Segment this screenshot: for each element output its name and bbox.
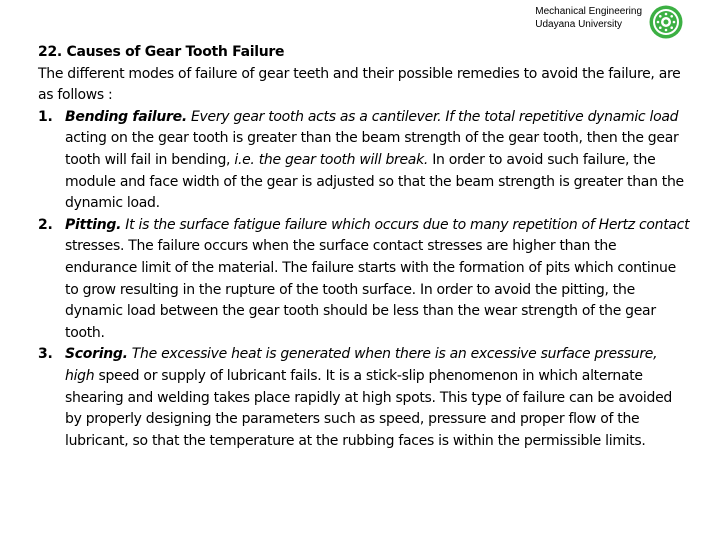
list-item	[38, 107, 690, 215]
list-item-term: Pitting.	[65, 216, 122, 233]
page-header	[535, 5, 642, 31]
section-title-text: Causes of Gear Tooth Failure	[66, 44, 285, 60]
list-item-number: 3.	[38, 346, 53, 363]
header-university: Udayana University	[535, 19, 622, 30]
document-body	[38, 42, 690, 452]
list-item-text: acting on the gear tooth is greater than the beam strength of the gear tooth, then the gear tooth will fail in bending,	[65, 130, 679, 168]
list-item	[38, 344, 690, 452]
list-item-term: Scoring.	[65, 346, 128, 363]
udayana-university-logo-icon	[649, 5, 683, 39]
intro-paragraph: The different modes of failure of gear teeth and their possible remedies to avoid the failure, are as follows :	[38, 65, 681, 104]
list-item-number: 2.	[38, 216, 53, 233]
section-title	[38, 42, 690, 64]
section-number: 22.	[38, 44, 62, 60]
list-item-text: i.e. the gear tooth will break.	[234, 151, 429, 168]
header-department: Mechanical Engineering	[535, 6, 642, 17]
list-item-text: stresses. The failure occurs when the surface contact stresses are higher than the endurance limit of the material. The failure starts with the formation of pits which continue to grow resulting in the rupture of the tooth surface. In order to avoid the pitting, the dynamic load between the gear tooth should be less than the wear strength of the gear tooth.	[65, 238, 676, 341]
list-item-term: Bending failure.	[65, 108, 187, 125]
failure-modes-list	[38, 107, 690, 453]
list-item-text: speed or supply of lubricant fails. It is a stick-slip phenomenon in which alternate shearing and welding takes place rapidly at high spots. This type of failure can be avoided by properly designing the parameters such as speed, pressure and proper flow of the lubricant, so that the temperature at the rubbing faces is within the permissible limits.	[65, 367, 672, 449]
list-item-text: Every gear tooth acts as a cantilever. If the total repetitive dynamic load	[186, 108, 679, 125]
list-item-number: 1.	[38, 108, 53, 125]
list-item	[38, 215, 690, 345]
list-item-text: It is the surface fatigue failure which occurs due to many repetition of Hertz contact	[121, 216, 690, 233]
list-item-text: The excessive heat is generated when there is an excessive surface pressure, high	[65, 346, 658, 384]
list-item-text: In order to avoid such failure, the module and face width of the gear is adjusted so that the beam strength is greater than the dynamic load.	[65, 151, 684, 212]
